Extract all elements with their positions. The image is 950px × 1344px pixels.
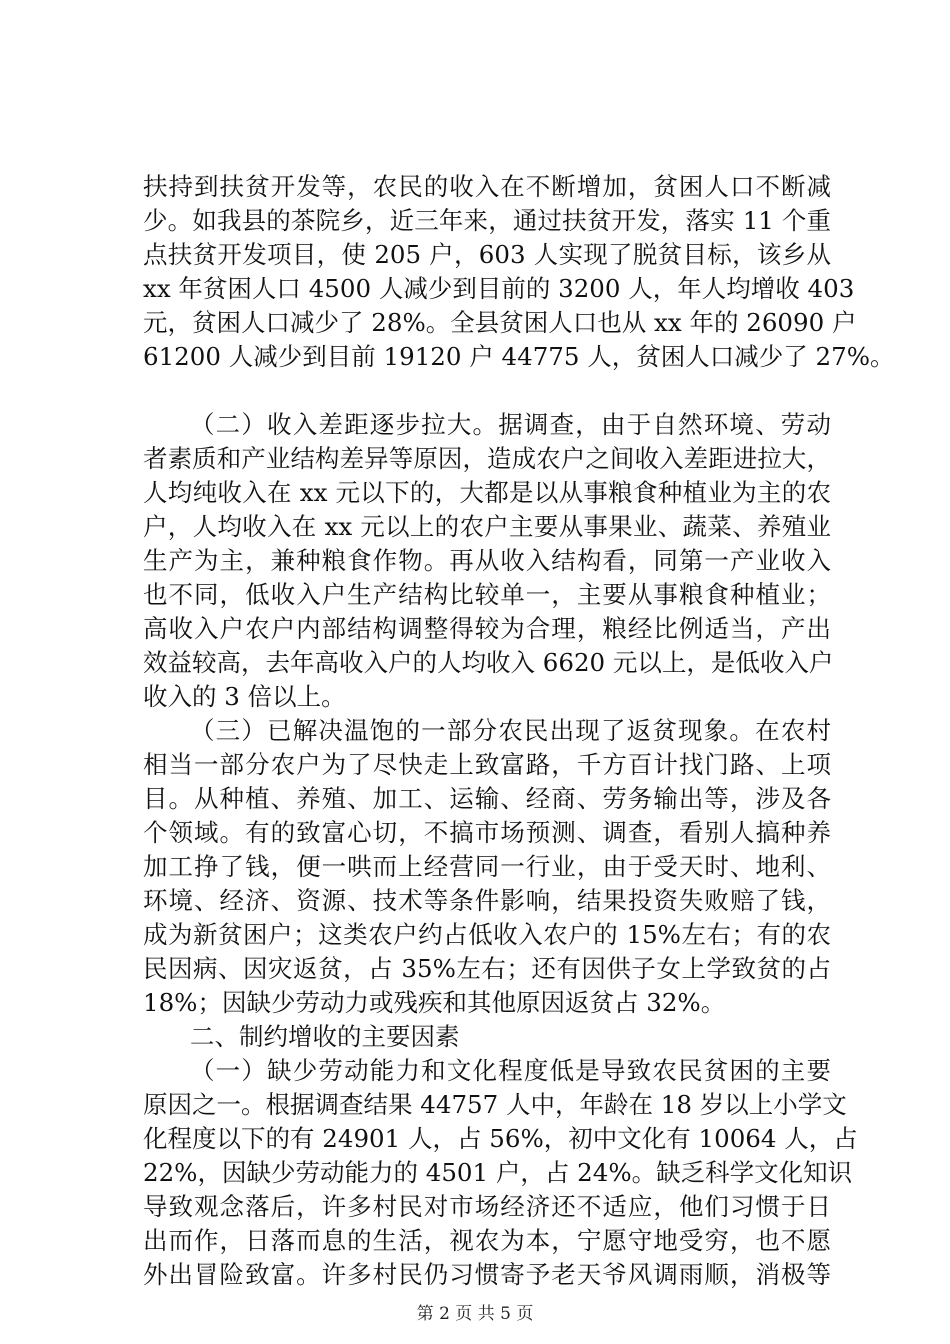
text-line: 22%，因缺少劳动能力的 4501 户，占 24%。缺乏科学文化知识 <box>143 1158 853 1187</box>
paragraph-start: （一）缺少劳动能力和文化程度低是导致农民贫困的主要 <box>190 1056 831 1085</box>
text-line: 少。如我县的茶院乡，近三年来，通过扶贫开发，落实 11 个重 <box>143 206 831 235</box>
text-line: 户，人均收入在 xx 元以上的农户主要从事果业、蔬菜、养殖业 <box>143 512 831 541</box>
paragraph-start: （二）收入差距逐步拉大。据调查，由于自然环境、劳动 <box>190 410 831 439</box>
section-heading: 二、制约增收的主要因素 <box>190 1022 460 1051</box>
text-line: 化程度以下的有 24901 人，占 56%，初中文化有 10064 人，占 <box>143 1124 858 1153</box>
page-number-footer: 第 2 页 共 5 页 <box>416 1304 534 1324</box>
text-line: xx 年贫困人口 4500 人减少到目前的 3200 人，年人均增收 403 <box>143 274 855 303</box>
text-line: 扶持到扶贫开发等，农民的收入在不断增加，贫困人口不断减 <box>143 172 831 201</box>
text-line: 也不同，低收入户生产结构比较单一，主要从事粮食种植业； <box>143 580 831 609</box>
text-line: 原因之一。根据调查结果 44757 人中，年龄在 18 岁以上小学文 <box>143 1090 847 1119</box>
text-line: 效益较高，去年高收入户的人均收入 6620 元以上，是低收入户 <box>143 648 834 677</box>
text-line: 民因病、因灾返贫，占 35%左右；还有因供子女上学致贫的占 <box>143 954 831 983</box>
text-line: 加工挣了钱，便一哄而上经营同一行业，由于受天时、地利、 <box>143 852 831 881</box>
text-line: 导致观念落后，许多村民对市场经济还不适应，他们习惯于日 <box>143 1192 831 1221</box>
text-line: 相当一部分农户为了尽快走上致富路，千方百计找门路、上项 <box>143 750 831 779</box>
text-line: 出而作，日落而息的生活，视农为本，宁愿守地受穷，也不愿 <box>143 1226 831 1255</box>
text-line: 个领域。有的致富心切，不搞市场预测、调查，看别人搞种养 <box>143 818 831 847</box>
text-line: 外出冒险致富。许多村民仍习惯寄予老天爷风调雨顺，消极等 <box>143 1260 831 1289</box>
text-line: 18%；因缺少劳动力或残疾和其他原因返贫占 32%。 <box>143 988 726 1017</box>
text-line: 高收入户农户内部结构调整得较为合理，粮经比例适当，产出 <box>143 614 831 643</box>
text-line: 61200 人减少到目前 19120 户 44775 人，贫困人口减少了 27%。 <box>143 342 895 371</box>
text-line: 环境、经济、资源、技术等条件影响，结果投资失败赔了钱， <box>143 886 831 915</box>
text-line: 成为新贫困户；这类农户约占低收入农户的 15%左右；有的农 <box>143 920 831 949</box>
text-line: 元，贫困人口减少了 28%。全县贫困人口也从 xx 年的 26090 户 <box>143 308 857 337</box>
paragraph-start: （三）已解决温饱的一部分农民出现了返贫现象。在农村 <box>190 716 831 745</box>
text-line: 目。从种植、养殖、加工、运输、经商、劳务输出等，涉及各 <box>143 784 831 813</box>
text-line: 点扶贫开发项目，使 205 户，603 人实现了脱贫目标，该乡从 <box>143 240 831 269</box>
text-line: 收入的 3 倍以上。 <box>143 682 346 711</box>
text-line: 者素质和产业结构差异等原因，造成农户之间收入差距进拉大， <box>143 444 831 473</box>
text-line: 生产为主，兼种粮食作物。再从收入结构看，同第一产业收入 <box>143 546 831 575</box>
text-line: 人均纯收入在 xx 元以下的，大都是以从事粮食种植业为主的农 <box>143 478 831 507</box>
